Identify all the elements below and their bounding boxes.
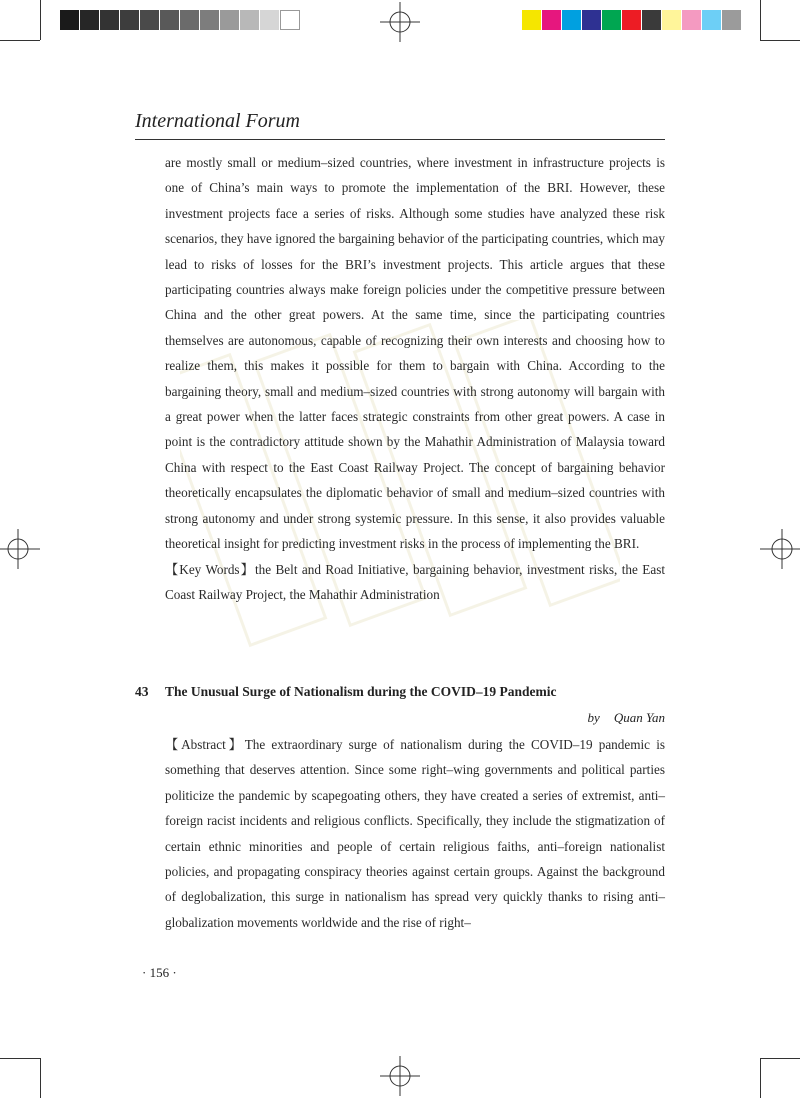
article-number: 43 xyxy=(135,684,149,699)
byline xyxy=(574,710,665,726)
grayscale-swatch xyxy=(200,10,220,30)
color-swatch xyxy=(582,10,602,30)
keywords: 【Key Words】the Belt and Road Initiative, bargaining behavior, investment risks, the East Coast Railway Project, the Mahathir Administration xyxy=(165,561,665,602)
registration-mark-left-icon xyxy=(0,529,40,569)
registration-mark-right-icon xyxy=(760,529,800,569)
color-swatch xyxy=(702,10,722,30)
page-number: · 156 · xyxy=(142,965,177,980)
grayscale-swatch xyxy=(280,10,300,30)
color-swatch xyxy=(722,10,742,30)
grayscale-swatch xyxy=(260,10,280,30)
continued-abstract xyxy=(165,150,665,607)
crop-mark-br-v xyxy=(760,1058,761,1098)
grayscale-swatch xyxy=(140,10,160,30)
crop-mark-bl-v xyxy=(40,1058,41,1098)
crop-mark-bl-h xyxy=(0,1058,40,1059)
continued-abstract-text: are mostly small or medium–sized countries, where investment in infrastructure projects is one of China’s main ways to promote the implementation of the BRI. However, these investment projects face a series of risks. Although some studies have analyzed these risk scenarios, they have ignored the bargaining behavior of the participating countries, which may lead to risks of losses for the BRI’s investment projects. This article argues that these participating countries always make foreign policies under the competitive pressure between China and the other great powers. At the same time, since the participating countries themselves are autonomous, capable of recognizing their own interests and choosing how to realize them, this makes it possible for them to bargain with China. According to the bargaining theory, small and medium–sized countries with strong autonomy will bargain with a great power when the latter faces strategic constraints from other great powers. A case in point is the contradictory attitude shown by the Mahathir Administration of Malaysia toward China with respect to the East Coast Railway Project. The concept of bargaining behavior theoretically encapsulates the diplomatic behavior of small and medium–sized countries with strong autonomy and under strong systemic pressure. In this sense, it also provides valuable theoretical insight for predicting investment risks in the process of implementing the BRI. xyxy=(165,155,665,552)
grayscale-swatch xyxy=(240,10,260,30)
crop-mark-tr-h xyxy=(760,40,800,41)
article-title: The Unusual Surge of Nationalism during the COVID–19 Pandemic xyxy=(165,684,557,699)
color-calibration-bar xyxy=(522,10,742,30)
registration-mark-top-icon xyxy=(380,2,420,42)
grayscale-swatch xyxy=(220,10,240,30)
color-swatch xyxy=(642,10,662,30)
color-swatch xyxy=(542,10,562,30)
crop-mark-tr-v xyxy=(760,0,761,40)
grayscale-calibration-bar xyxy=(60,10,300,30)
color-swatch xyxy=(522,10,542,30)
grayscale-swatch xyxy=(80,10,100,30)
journal-header-title: International Forum xyxy=(135,110,300,132)
article-abstract xyxy=(165,732,665,935)
grayscale-swatch xyxy=(60,10,80,30)
color-swatch xyxy=(562,10,582,30)
color-swatch xyxy=(662,10,682,30)
byline-by: by xyxy=(587,710,600,725)
grayscale-swatch xyxy=(100,10,120,30)
color-swatch xyxy=(622,10,642,30)
crop-mark-tl-h xyxy=(0,40,40,41)
grayscale-swatch xyxy=(160,10,180,30)
author-name: Quan Yan xyxy=(613,710,665,725)
color-swatch xyxy=(682,10,702,30)
color-swatch xyxy=(602,10,622,30)
grayscale-swatch xyxy=(180,10,200,30)
registration-mark-bottom-icon xyxy=(380,1056,420,1096)
header-divider xyxy=(135,139,665,140)
grayscale-swatch xyxy=(120,10,140,30)
crop-mark-br-h xyxy=(760,1058,800,1059)
abstract-text: 【Abstract】The extraordinary surge of nationalism during the COVID–19 pandemic is something that deserves attention. Since some right–wing governments and political parties politicize the pandemic by scapegoating others, they have created a series of extremist, anti–foreign racist incidents and religious conflicts. Specifically, they include the stigmatization of certain ethnic minorities and people of certain religious faiths, anti–foreign nationalist policies, and propagating conspiracy theories against certain groups. Against the background of deglobalization, this surge in nationalism has spread very quickly thanks to rising anti–globalization movements worldwide and the rise of right– xyxy=(165,737,665,930)
crop-mark-tl-v xyxy=(40,0,41,40)
